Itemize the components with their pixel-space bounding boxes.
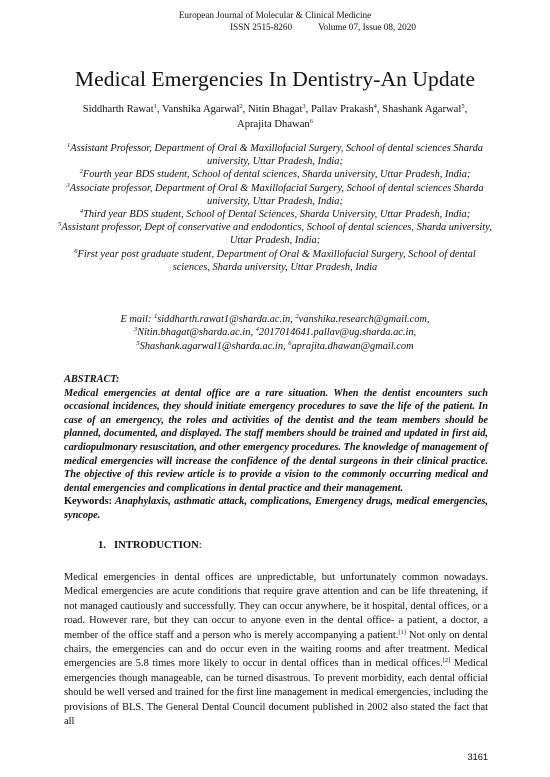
email-link[interactable]: siddharth.rawat1@sharda.ac.in, [157, 314, 293, 325]
abstract-section [64, 373, 488, 523]
keywords: Keywords: Anaphylaxis, asthmatic attack, complications, Emergency drugs, medical emergencies, syncope. [64, 496, 488, 521]
author: Nitin Bhagat$^3$, [247, 103, 311, 115]
affiliation: $^3$Associate professor, Department of Oral & Maxillofacial Surgery, School of dental sciences Sharda university, Uttar Pradesh, India; [66, 181, 484, 207]
affiliation: $^1$Assistant Professor, Department of Oral & Maxillofacial Surgery, School of dental sciences Sharda university, Uttar Pradesh, India; [67, 142, 483, 168]
introduction-text: Medical emergencies in dental offices are unpredictable, but unfortunately common nowadays. Medical emergencies are acute conditions that require grave attention and can be life threatening, if not managed cautiously and successfully. They can occur anywhere, be it hospital, dental offices, or a road. However rare, but they can occur to anyone even in the dental office- a patient, a doctor, a member of the office staff and a person who is merely accompanying a patient.[1] Not only on dental chairs, the emergencies can and do occur even in the waiting rooms and after treatment. Medical emergencies are 5.8 times more likely to occur in dental offices than in medical offices.[2] Medical emergencies though manageable, can be turned disastrous. To prevent morbidity, each dental official should be well versed and trained for the first line management in medical emergencies, including the provisions of BLS. The General Dental Council document published in 2002 also stated the fact that all [64, 572, 488, 728]
page-number: 3161 [467, 752, 488, 762]
author: Shashank Agarwal$^5$, [382, 103, 468, 115]
affiliation: $^2$Fourth year BDS student, School of dental sciences, Sharda university, Uttar Pradesh, India; [79, 168, 471, 181]
author: Pallav Prakash$^4$, [310, 103, 383, 115]
email-link[interactable]: vanshika.research@gmail.com, [298, 314, 430, 325]
journal-header [0, 9, 550, 33]
author: Aprajita Dhawan$^6$ [237, 118, 313, 130]
author-list [40, 102, 510, 132]
email-link[interactable]: aprajita.dhawan@gmail.com [291, 340, 414, 352]
journal-name: European Journal of Molecular & Clinical Medicine [178, 10, 372, 20]
paper-title: Medical Emergencies In Dentistry-An Update [74, 67, 476, 91]
section-heading-introduction: 1. INTRODUCTION: [98, 540, 202, 551]
affiliations [55, 142, 495, 274]
affiliation: $^6$First year post graduate student, Department of Oral & Maxillofacial Surgery, School of dental sciences, Sharda university, Uttar Pradesh, India [74, 247, 476, 273]
keywords-label: Keywords: [64, 496, 113, 508]
volume-issue: Volume 07, Issue 08, 2020 [318, 22, 416, 32]
email-block: E mail: $^1$siddharth.rawat1@sharda.ac.in, $^2$vanshika.research@gmail.com, $^3$Nitin.bhagat@sharda.ac.in, $^4$2017014641.pallav@ug.sharda.ac.in, $^5$Shashank.agarwal1@sharda.ac.in, $^6$aprajita.dhawan@gmail.com [120, 313, 430, 352]
issn-volume-row [0, 21, 550, 33]
affiliation: $^5$Assistant professor, Dept of conservative and endodontics, School of dental sciences, Sharda university, Uttar Pradesh, India; [58, 221, 492, 247]
citation-1: [1] [398, 628, 406, 636]
issn: ISSN 2515-8260 [230, 22, 293, 32]
abstract-label: ABSTRACT: [64, 374, 120, 385]
email-link[interactable]: 2017014641.pallav@ug.sharda.ac.in, [258, 327, 417, 339]
abstract-body: Medical emergencies at dental office are a rare situation. When the dentist encounters such occasional incidences, they should initiate emergency procedures to save the life of the patient. In case of an emergency, the roles and activities of the dentist and the team members should be planned, documented, and displayed. The staff members should be trained and updated in first aid, cardiopulmonary resuscitation, and other emergency procedures. The knowledge of management of medical emergencies will increase the confidence of the dental surgeons in their clinical practice. The objective of this review article is to provide a vision to the commonly occurring medical and dental emergencies and complications in dental practice and their management. [64, 387, 488, 494]
author: Vanshika Agarwal$^2$, [162, 103, 248, 115]
email-prefix: E mail: [120, 314, 154, 325]
author: Siddharth Rawat$^1$, [82, 103, 163, 115]
email-link[interactable]: Nitin.bhagat@sharda.ac.in, [137, 327, 254, 339]
affiliation: $^4$Third year BDS student, School of Dental Sciences, Sharda University, Uttar Pradesh, India; [79, 208, 471, 221]
citation-2: [2] [442, 657, 451, 665]
email-link[interactable]: Shashank.agarwal1@sharda.ac.in, [139, 340, 286, 352]
